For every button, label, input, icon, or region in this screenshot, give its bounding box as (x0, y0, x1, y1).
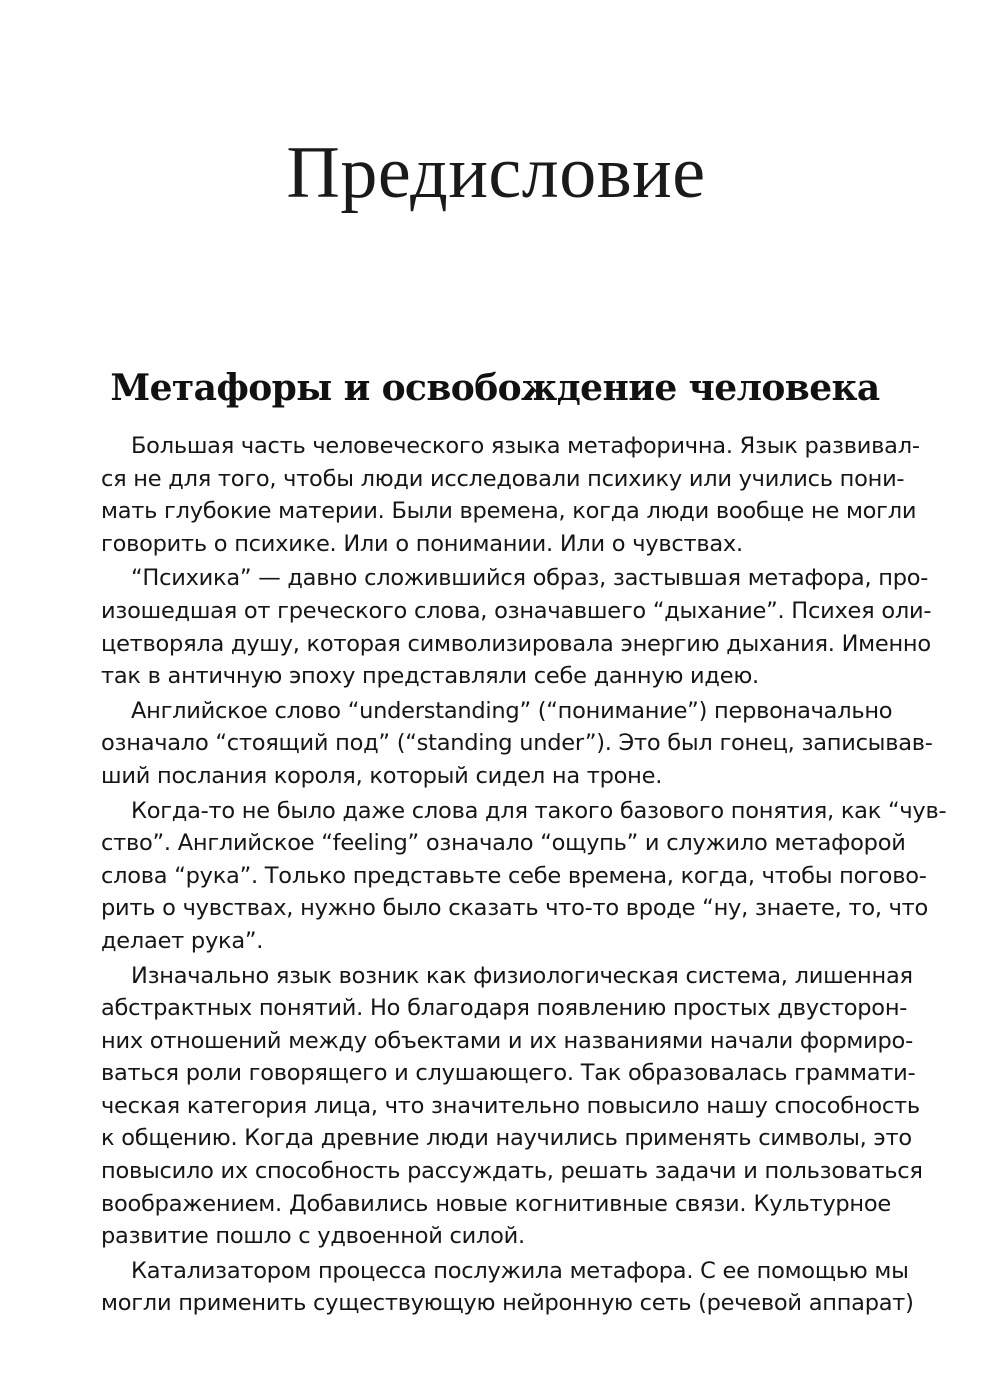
text-line: могли применить существующую нейронную сеть (речевой аппарат) (101, 1290, 914, 1317)
body-text (101, 430, 947, 1322)
text-line: Изначально язык возник как физиологическая система, лишенная (131, 962, 913, 989)
text-line: воображением. Добавились новые когнитивные связи. Культурное (101, 1190, 891, 1217)
text-line: изошедшая от греческого слова, означавшего “дыхание”. Психея оли- (101, 597, 932, 624)
text-line: абстрактных понятий. Но благодаря появлению простых двусторон- (101, 995, 908, 1022)
text-line: повысило их способность рассуждать, решать задачи и пользоваться (101, 1158, 923, 1185)
text-line: делает рука”. (101, 927, 264, 954)
text-line: ческая категория лица, что значительно повысило нашу способность (101, 1092, 920, 1119)
text-line: говорить о психике. Или о понимании. Или о чувствах. (101, 530, 743, 557)
text-line: них отношений между объектами и их названиями начали формиро- (101, 1027, 913, 1054)
text-line: так в античную эпоху представляли себе данную идею. (101, 663, 759, 690)
text-line: ся не для того, чтобы люди исследовали психику или учились пони- (101, 465, 905, 492)
paragraph (101, 695, 933, 793)
text-line: слова “рука”. Только представьте себе времена, когда, чтобы погово- (101, 862, 927, 889)
section-title: Метафоры и освобождение человека (110, 367, 880, 409)
text-line: “Психика” — давно сложившийся образ, застывшая метафора, про- (131, 565, 929, 592)
text-line: Английское слово “understanding” (“понимание”) первоначально (131, 697, 893, 724)
text-line: Когда-то не было даже слова для такого базового понятия, как “чув- (131, 797, 947, 824)
paragraph (101, 960, 923, 1253)
text-line: Катализатором процесса послужила метафора. С ее помощью мы (131, 1257, 909, 1284)
text-line: рить о чувствах, нужно было сказать что-то вроде “ну, знаете, то, что (101, 895, 929, 922)
paragraph (101, 795, 947, 958)
paragraph (101, 430, 920, 560)
chapter-title: Предисловие (286, 132, 706, 214)
text-line: развитие пошло с удвоенной силой. (101, 1223, 525, 1250)
text-line: мать глубокие материи. Были времена, когда люди вообще не могли (101, 498, 917, 525)
paragraph (101, 562, 932, 692)
text-line: цетворяла душу, которая символизировала энергию дыхания. Именно (101, 630, 931, 657)
text-line: ваться роли говорящего и слушающего. Так образовалась граммати- (101, 1060, 916, 1087)
text-line: ство”. Английское “feeling” означало “ощупь” и служило метафорой (101, 830, 906, 857)
text-line: Большая часть человеческого языка метафорична. Язык развивал- (131, 433, 920, 459)
text-line: ший послания короля, который сидел на троне. (101, 762, 663, 789)
text-line: к общению. Когда древние люди научились применять символы, это (101, 1125, 912, 1152)
text-line: означало “стоящий под” (“standing under”). Это был гонец, записывав- (101, 730, 933, 757)
paragraph (101, 1255, 914, 1320)
